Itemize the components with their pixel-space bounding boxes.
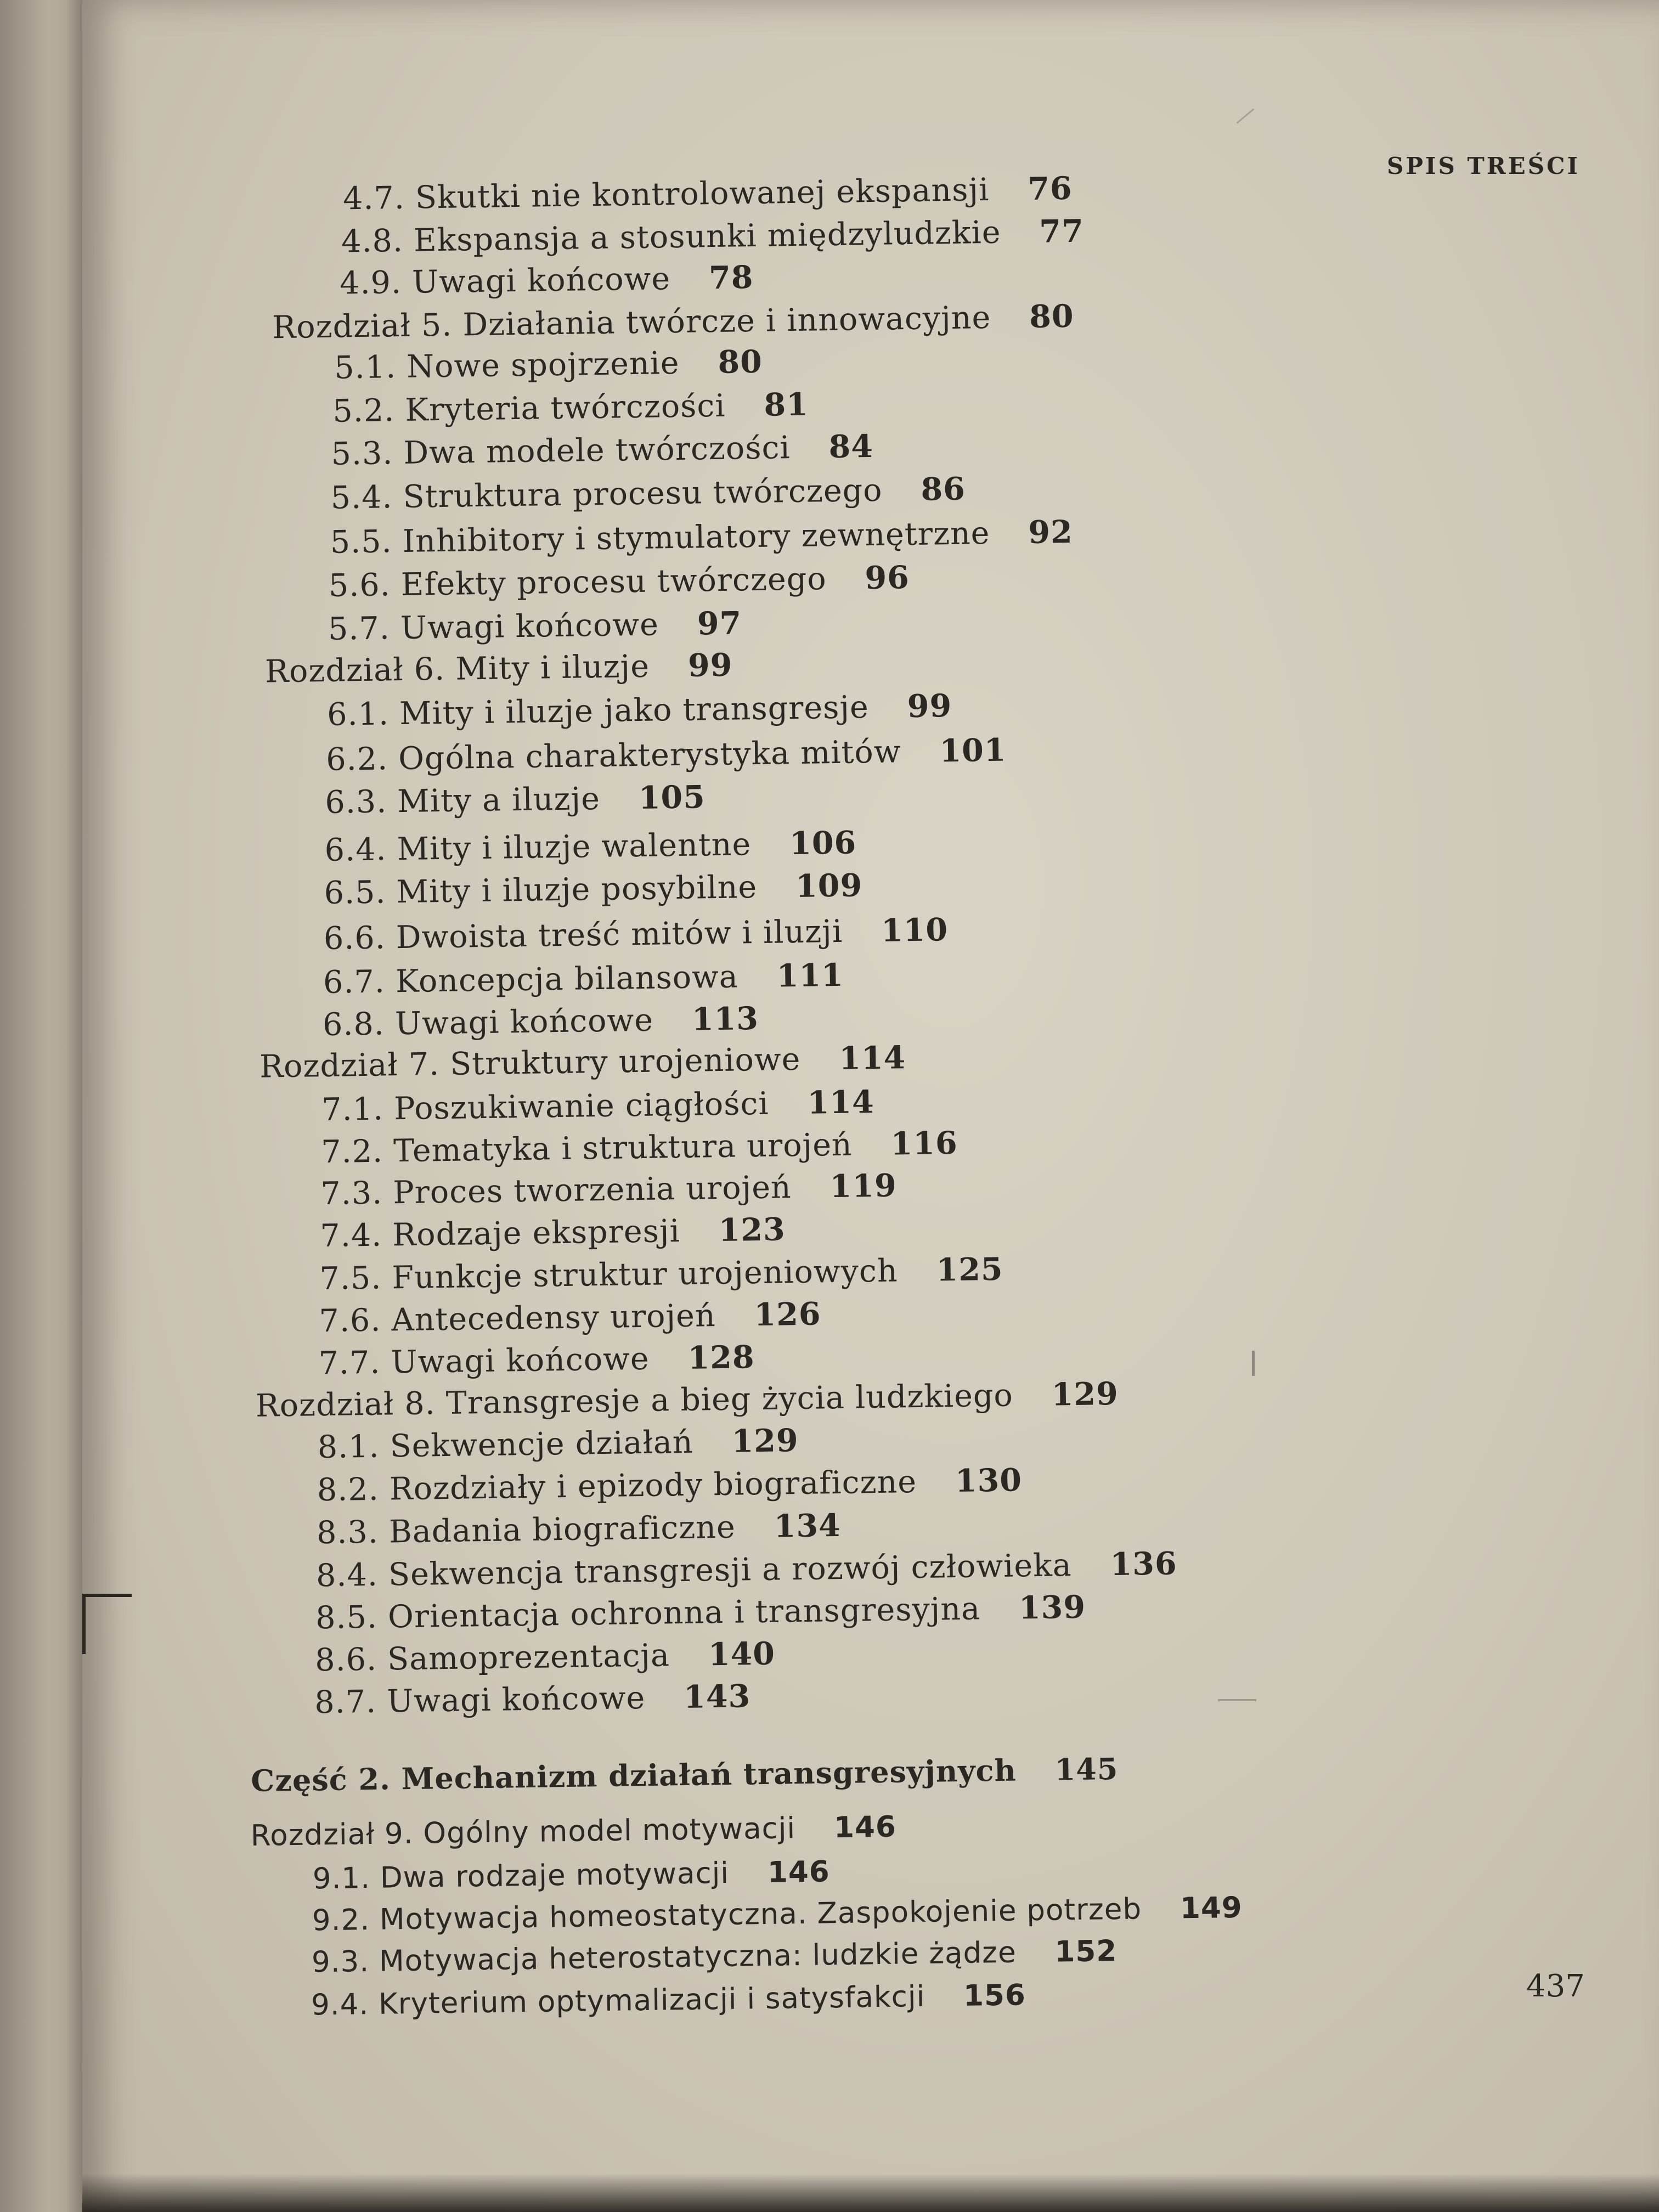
toc-entry [320, 1124, 958, 1171]
toc-entry-label: 6.1. Mity i iluzje jako transgresje [326, 689, 870, 733]
toc-entry-label: Rozdział 8. Transgresje a bieg życia ludzkiego [255, 1377, 1014, 1424]
toc-entry-page: 143 [683, 1678, 751, 1716]
toc-entry-label: 8.2. Rozdziały i epizody biograficzne [317, 1464, 917, 1509]
toc-entry-page: 129 [731, 1422, 799, 1460]
toc-entry-label: 8.5. Orientacja ochronna i transgresyjna [315, 1590, 981, 1637]
toc-entry-label: 7.7. Uwagi końcowe [318, 1340, 650, 1382]
toc-entry-page: 139 [1018, 1588, 1086, 1627]
toc-entry [317, 1422, 799, 1466]
toc-entry [341, 212, 1085, 260]
toc-entry-page: 149 [1180, 1891, 1243, 1926]
toc-entry-page: 114 [838, 1039, 906, 1077]
toc-entry-label: 8.3. Badania biograficzne [316, 1509, 736, 1551]
toc-chapter [272, 297, 1074, 346]
toc-entry [324, 824, 857, 868]
torn-tab-mark [82, 1594, 86, 1654]
toc-entry-page: 86 [920, 470, 966, 508]
paper-mark [1252, 1351, 1255, 1376]
toc-entry-label: 6.5. Mity i iluzje posybilne [324, 868, 758, 912]
toc-entry-page: 130 [955, 1462, 1023, 1500]
toc-entry [321, 1086, 874, 1126]
toc-entry-page: 77 [1039, 212, 1085, 250]
toc-entry-label: 7.1. Poszukiwanie ciągłości [321, 1085, 770, 1128]
toc-entry-label: 8.4. Sekwencja transgresji a rozwój człowieka [315, 1547, 1073, 1594]
toc-entry-page: 129 [1051, 1375, 1119, 1413]
toc-entry-label: 7.6. Antecedensy urojeń [319, 1297, 716, 1340]
toc-entry-page: 81 [764, 386, 809, 424]
toc-entry-page: 125 [936, 1250, 1003, 1289]
toc-entry-page: 92 [1028, 513, 1074, 551]
toc-entry-label: 5.2. Kryteria twórczości [332, 387, 726, 430]
toc-part-heading [250, 1751, 1119, 1799]
toc-entry [311, 1934, 1118, 1979]
toc-entry-page: 111 [776, 956, 844, 995]
toc-entry-page: 113 [691, 1000, 759, 1038]
toc-entry [332, 386, 809, 430]
toc-entry-label: 9.1. Dwa rodzaje motywacji [312, 1856, 730, 1896]
toc-entry [324, 867, 863, 912]
toc-entry-label: 5.3. Dwa modele twórczości [331, 430, 791, 472]
toc-entry-label: Rozdział 6. Mity i iluzje [264, 648, 650, 690]
toc-entry [319, 1295, 821, 1340]
toc-entry [322, 1000, 759, 1043]
toc-entry-page: 156 [963, 1978, 1026, 2013]
toc-entry-label: Rozdział 7. Struktury urojeniowe [259, 1041, 801, 1085]
toc-entry-label: 6.2. Ogólna charakterystyka mitów [325, 733, 901, 778]
toc-entry-page: 84 [828, 427, 874, 466]
toc-entry-page: 97 [697, 605, 742, 642]
toc-entry-label: 5.7. Uwagi końcowe [328, 606, 659, 647]
toc-entry-page: 110 [881, 911, 949, 949]
toc-entry [339, 258, 754, 302]
toc-entry-label: 4.7. Skutki nie kontrolowanej ekspansji [342, 171, 990, 217]
toc-entry-label: 4.9. Uwagi końcowe [339, 261, 671, 302]
toc-entry-label: 9.4. Kryterium optymalizacji i satysfakcji [311, 1979, 926, 2022]
toc-entry [311, 1978, 1026, 2022]
toc-entry-label: 6.7. Koncepcja bilansowa [323, 958, 739, 1001]
toc-entry-page: 123 [718, 1211, 786, 1249]
toc-entry-page: 146 [767, 1855, 831, 1889]
toc-entry-label: 4.8. Ekspansja a stosunki międzyludzkie [341, 214, 1001, 260]
toc-entry [328, 607, 742, 645]
toc-entry [314, 1678, 751, 1721]
toc-chapter [259, 1039, 906, 1085]
toc-entry [312, 1855, 831, 1896]
toc-entry [317, 1462, 1023, 1509]
toc-entry [330, 470, 966, 516]
toc-entry-page: 114 [807, 1084, 875, 1121]
toc-entry-page: 136 [1110, 1545, 1178, 1583]
toc-entry-label: 5.4. Struktura procesu twórczego [330, 472, 883, 516]
toc-entry-page: 101 [939, 731, 1007, 770]
toc-entry-page: 152 [1054, 1934, 1118, 1969]
toc-entry-label: 5.5. Inhibitory i stymulatory zewnętrzne [330, 515, 990, 561]
toc-entry-page: 116 [890, 1124, 958, 1163]
toc-entry-page: 80 [718, 343, 763, 381]
toc-entry-page: 119 [830, 1167, 898, 1205]
toc-entry [315, 1545, 1178, 1594]
toc-entry-page: 99 [907, 687, 952, 725]
toc-entry [320, 1211, 786, 1255]
toc-entry-label: 6.6. Dwoista treść mitów i iluzji [323, 913, 843, 957]
toc-entry [328, 559, 910, 604]
toc-entry [330, 513, 1074, 561]
paper-mark [1218, 1699, 1256, 1701]
toc-chapter [250, 1810, 897, 1853]
toc-entry-label: 7.3. Proces tworzenia urojeń [320, 1169, 792, 1212]
toc-entry-page: 96 [865, 559, 910, 597]
toc-entry-label: 6.4. Mity i iluzje walentne [324, 826, 752, 868]
toc-chapter [255, 1375, 1119, 1424]
toc-entry-page: 109 [795, 867, 863, 905]
toc-entry-page: 80 [1029, 297, 1074, 335]
toc-entry-label: 5.6. Efekty procesu twórczego [328, 561, 827, 604]
toc-entry [312, 1893, 1243, 1936]
toc-entry-page: 140 [708, 1635, 776, 1673]
toc-entry [319, 1250, 1003, 1297]
toc-entry [320, 1167, 898, 1212]
page-number: 437 [1526, 1968, 1585, 2004]
toc-entry-page: 126 [754, 1295, 821, 1334]
toc-entry-label: 5.1. Nowe spojrzenie [334, 345, 680, 386]
toc-entry-page: 145 [1054, 1751, 1119, 1787]
toc-entry [325, 778, 706, 821]
toc-entry-label: 6.8. Uwagi końcowe [322, 1002, 654, 1043]
toc-entry [318, 1339, 755, 1382]
toc-entry [316, 1506, 842, 1551]
book-page [82, 0, 1659, 2212]
toc-entry-label: 8.7. Uwagi końcowe [314, 1679, 646, 1721]
toc-entry-page: 146 [833, 1810, 897, 1845]
toc-entry-page: 106 [789, 824, 857, 862]
toc-entry [315, 1588, 1086, 1637]
toc-entry-label: 9.2. Motywacja homeostatyczna. Zaspokojenie potrzeb [312, 1892, 1142, 1938]
toc-entry [331, 427, 874, 472]
toc-entry-page: 99 [687, 646, 733, 684]
table-of-contents [82, 0, 1659, 2212]
toc-entry [326, 687, 952, 733]
page-bottom-shadow [82, 2174, 1659, 2212]
toc-entry-label: Rozdział 9. Ogólny model motywacji [250, 1812, 796, 1853]
toc-entry-label: 7.4. Rodzaje ekspresji [320, 1213, 681, 1255]
toc-entry-label: 8.6. Samoprezentacja [314, 1637, 670, 1679]
toc-entry-label: 7.5. Funkcje struktur urojeniowych [319, 1252, 898, 1297]
toc-entry-page: 105 [638, 778, 706, 816]
toc-chapter [264, 646, 733, 690]
toc-entry-page: 134 [774, 1506, 842, 1545]
toc-entry-label: Część 2. Mechanizm działań transgresyjnych [250, 1752, 1017, 1799]
toc-entry-page: 128 [687, 1339, 755, 1376]
toc-entry-label: 7.2. Tematyka i struktura urojeń [320, 1126, 853, 1171]
toc-entry [325, 731, 1007, 778]
toc-entry [314, 1635, 776, 1679]
toc-entry-page: 76 [1027, 170, 1073, 207]
running-header: SPIS TREŚCI [1387, 153, 1581, 179]
toc-entry [342, 170, 1073, 217]
torn-tab-mark [82, 1594, 132, 1597]
toc-entry-label: 6.3. Mity a iluzje [325, 780, 601, 821]
toc-entry [334, 343, 763, 386]
toc-entry-page: 78 [708, 258, 754, 297]
toc-entry [323, 911, 949, 957]
toc-entry-label: Rozdział 5. Działania twórcze i innowacyjne [272, 299, 991, 346]
toc-entry [323, 956, 844, 1001]
toc-entry-label: 9.3. Motywacja heterostatyczna: ludzkie żądze [311, 1936, 1017, 1979]
toc-entry-label: 8.1. Sekwencje działań [317, 1424, 694, 1466]
